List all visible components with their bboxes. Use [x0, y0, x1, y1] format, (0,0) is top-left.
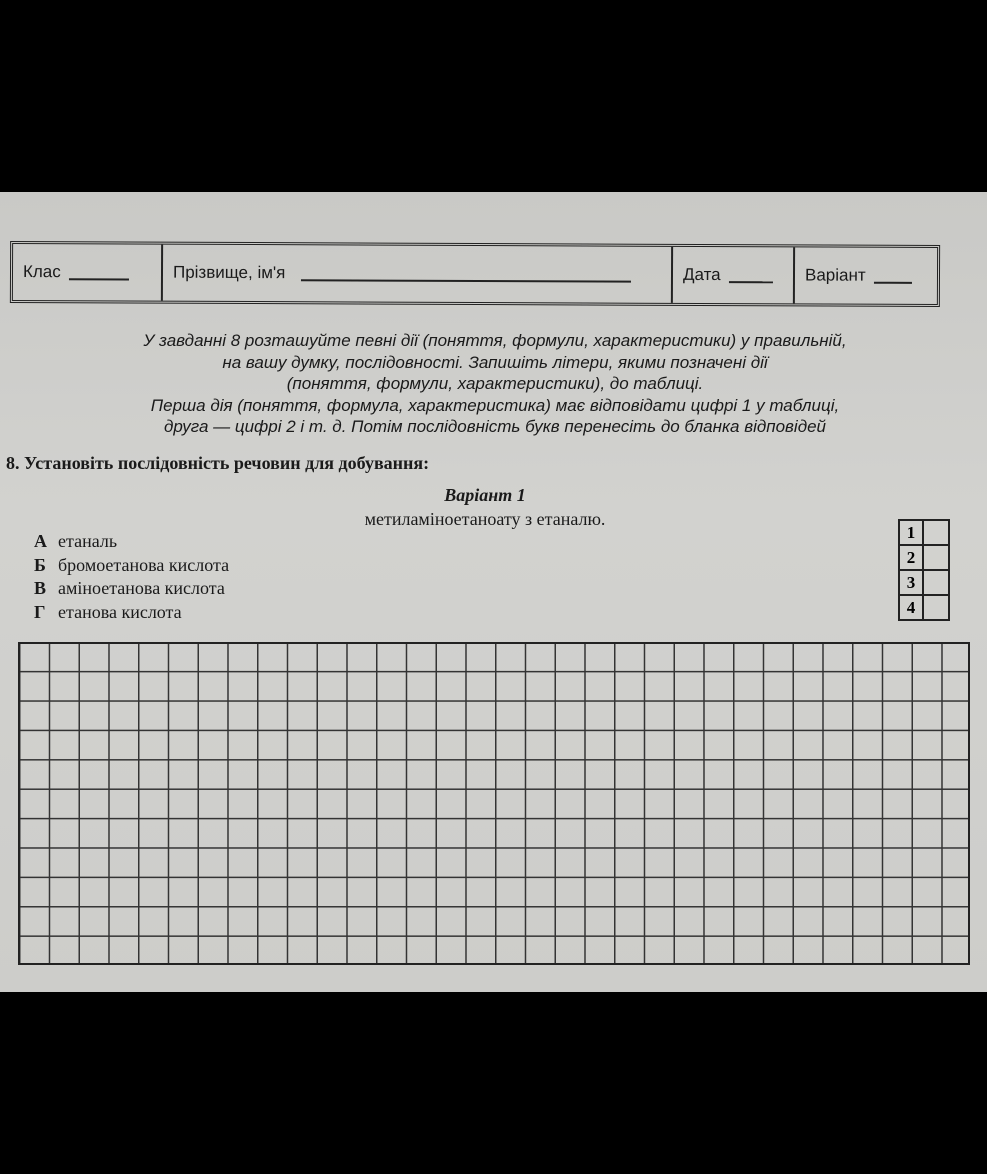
option-letter: Г — [34, 601, 46, 622]
date-field[interactable] — [673, 247, 795, 304]
option-text: етаналь — [58, 531, 118, 551]
option-text: аміноетанова кислота — [58, 578, 225, 598]
option-letter: Б — [34, 554, 46, 575]
variant-heading: Варіант 1 — [444, 485, 526, 505]
answer-cell[interactable] — [923, 520, 949, 545]
name-field[interactable] — [163, 245, 673, 303]
class-label: Клас — [22, 262, 61, 282]
answer-row-number: 2 — [899, 545, 923, 570]
question-subtitle: метиламіноетаноату з етаналю. — [364, 509, 606, 529]
answer-cell[interactable] — [923, 545, 949, 570]
class-field[interactable] — [13, 244, 163, 301]
answer-row-number: 1 — [899, 520, 923, 545]
question-text: 8. Установіть послідовність речовин для добування: — [6, 453, 430, 473]
variant-blank[interactable] — [874, 268, 912, 284]
option-letter: А — [34, 531, 47, 551]
instruction-line: друга — цифрі 2 і т. д. Потім послідовність букв перенесіть до бланка відповідей — [163, 417, 827, 436]
option-item — [34, 554, 229, 578]
squared-writing-grid[interactable] — [18, 642, 970, 965]
variant-label: Варіант — [804, 265, 866, 285]
instructions — [40, 330, 950, 438]
option-letter: В — [34, 578, 47, 598]
option-item — [34, 577, 229, 601]
option-item — [34, 601, 229, 625]
variant-field[interactable] — [795, 247, 937, 304]
answer-cell[interactable] — [923, 570, 949, 595]
answer-table — [898, 519, 950, 621]
answer-cell[interactable] — [923, 595, 949, 620]
class-blank[interactable] — [69, 264, 129, 280]
answer-row-number: 4 — [899, 595, 923, 620]
option-text: етанова кислота — [58, 601, 182, 622]
name-blank[interactable] — [301, 265, 631, 282]
options-list — [34, 530, 229, 624]
answer-row-number: 3 — [899, 570, 923, 595]
instruction-line: (поняття, формули, характеристики), до таблиці. — [286, 374, 704, 393]
name-label: Прізвище, ім'я — [172, 262, 286, 283]
date-label: Дата — [682, 264, 721, 285]
date-blank[interactable] — [729, 267, 773, 283]
instruction-line: на вашу думку, послідовності. Запишіть літери, якими позначені дії — [222, 352, 768, 372]
option-item — [34, 530, 229, 554]
option-text: бромоетанова кислота — [58, 554, 230, 575]
instruction-line: Перша дія (поняття, формула, характеристика) має відповідати цифрі 1 у таблиці, — [150, 395, 840, 415]
student-info-header — [10, 241, 940, 307]
instruction-line: У завданні 8 розташуйте певні дії (поняття, формули, характеристики) у правильній, — [143, 331, 847, 350]
